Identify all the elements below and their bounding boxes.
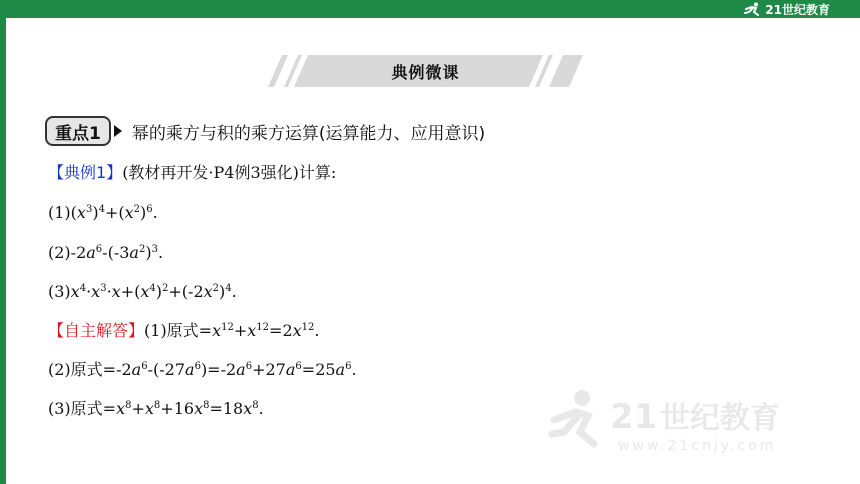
brand-logo-text: 21世纪教育 xyxy=(765,2,830,17)
top-bar xyxy=(0,0,860,18)
solution-tag: 【自主解答】 xyxy=(48,321,145,340)
solution-line-1: 【自主解答】(1)原式$=x^{12}+x^{12}=2x^{12}$. xyxy=(48,321,320,340)
svg-text:世纪教育: 世纪教育 xyxy=(660,401,780,436)
keypoint-heading xyxy=(45,116,485,146)
svg-text:21: 21 xyxy=(610,397,658,437)
solution-line-2: (2)原式$=-2a^6-(-27a^6)=-2a^6+27a^6=25a^6$. xyxy=(48,360,357,379)
problem-1: $(1)(x^3)^4+(x^2)^6$. xyxy=(48,203,158,222)
example-heading xyxy=(48,160,336,183)
triangle-arrow-icon xyxy=(114,125,122,137)
keypoint-badge: 重点1 xyxy=(45,116,111,146)
problem-3: $(3)x^4\cdot x^3\cdot x+(x^4)^2+(-2x^2)^4$. xyxy=(48,282,237,301)
section-title: 典例微课 xyxy=(391,62,460,82)
watermark-runner-icon xyxy=(548,386,838,456)
runner-icon xyxy=(744,2,762,16)
svg-text:www.21cnjy.com: www.21cnjy.com xyxy=(618,438,777,454)
example-text: (教材再开发·P4例3强化)计算: xyxy=(122,163,337,182)
solution-line-3: (3)原式$=x^8+x^8+16x^8=18x^8$. xyxy=(48,399,264,418)
brand-logo xyxy=(744,1,830,17)
left-edge-bar xyxy=(0,18,6,484)
problem-2: $(2)-2a^6-(-3a^2)^3$. xyxy=(48,243,164,262)
section-title-banner xyxy=(268,55,583,87)
watermark-logo xyxy=(548,386,838,456)
keypoint-text: 幂的乘方与积的乘方运算(运算能力、应用意识) xyxy=(131,123,486,144)
example-tag: 【典例1】 xyxy=(48,163,123,182)
